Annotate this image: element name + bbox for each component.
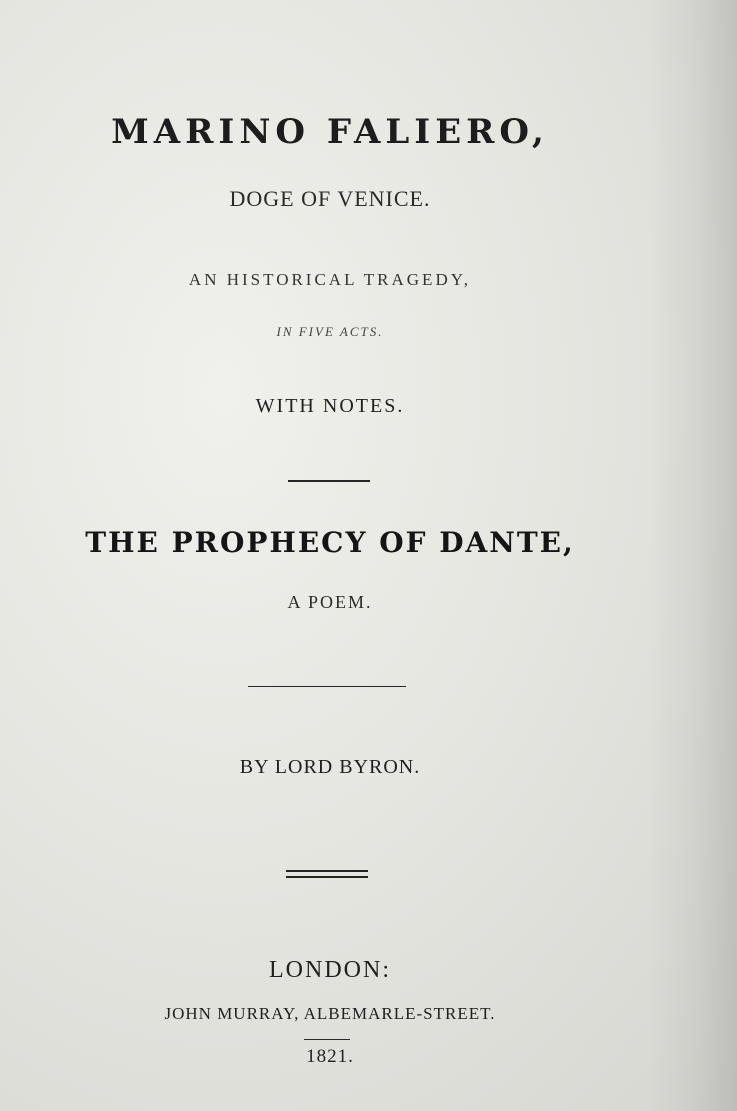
book-title: MARINO FALIERO, — [111, 112, 549, 152]
acts-line: IN FIVE ACTS. — [276, 324, 384, 339]
second-title: THE PROPHECY OF DANTE, — [85, 526, 575, 559]
double-rule — [286, 870, 368, 878]
short-rule-2 — [248, 686, 406, 687]
year-rule — [304, 1039, 350, 1040]
second-subtitle: A POEM. — [287, 592, 373, 612]
short-rule-1 — [288, 480, 370, 482]
genre-line: AN HISTORICAL TRAGEDY, — [188, 270, 472, 289]
notes-line: WITH NOTES. — [255, 395, 405, 417]
author-line: BY LORD BYRON. — [239, 756, 421, 778]
book-subtitle: DOGE OF VENICE. — [229, 186, 431, 211]
publication-place: LONDON: — [269, 957, 391, 983]
publication-year: 1821. — [306, 1046, 354, 1067]
page-shadow — [647, 0, 737, 1111]
publisher-line: JOHN MURRAY, ALBEMARLE-STREET. — [164, 1004, 496, 1023]
